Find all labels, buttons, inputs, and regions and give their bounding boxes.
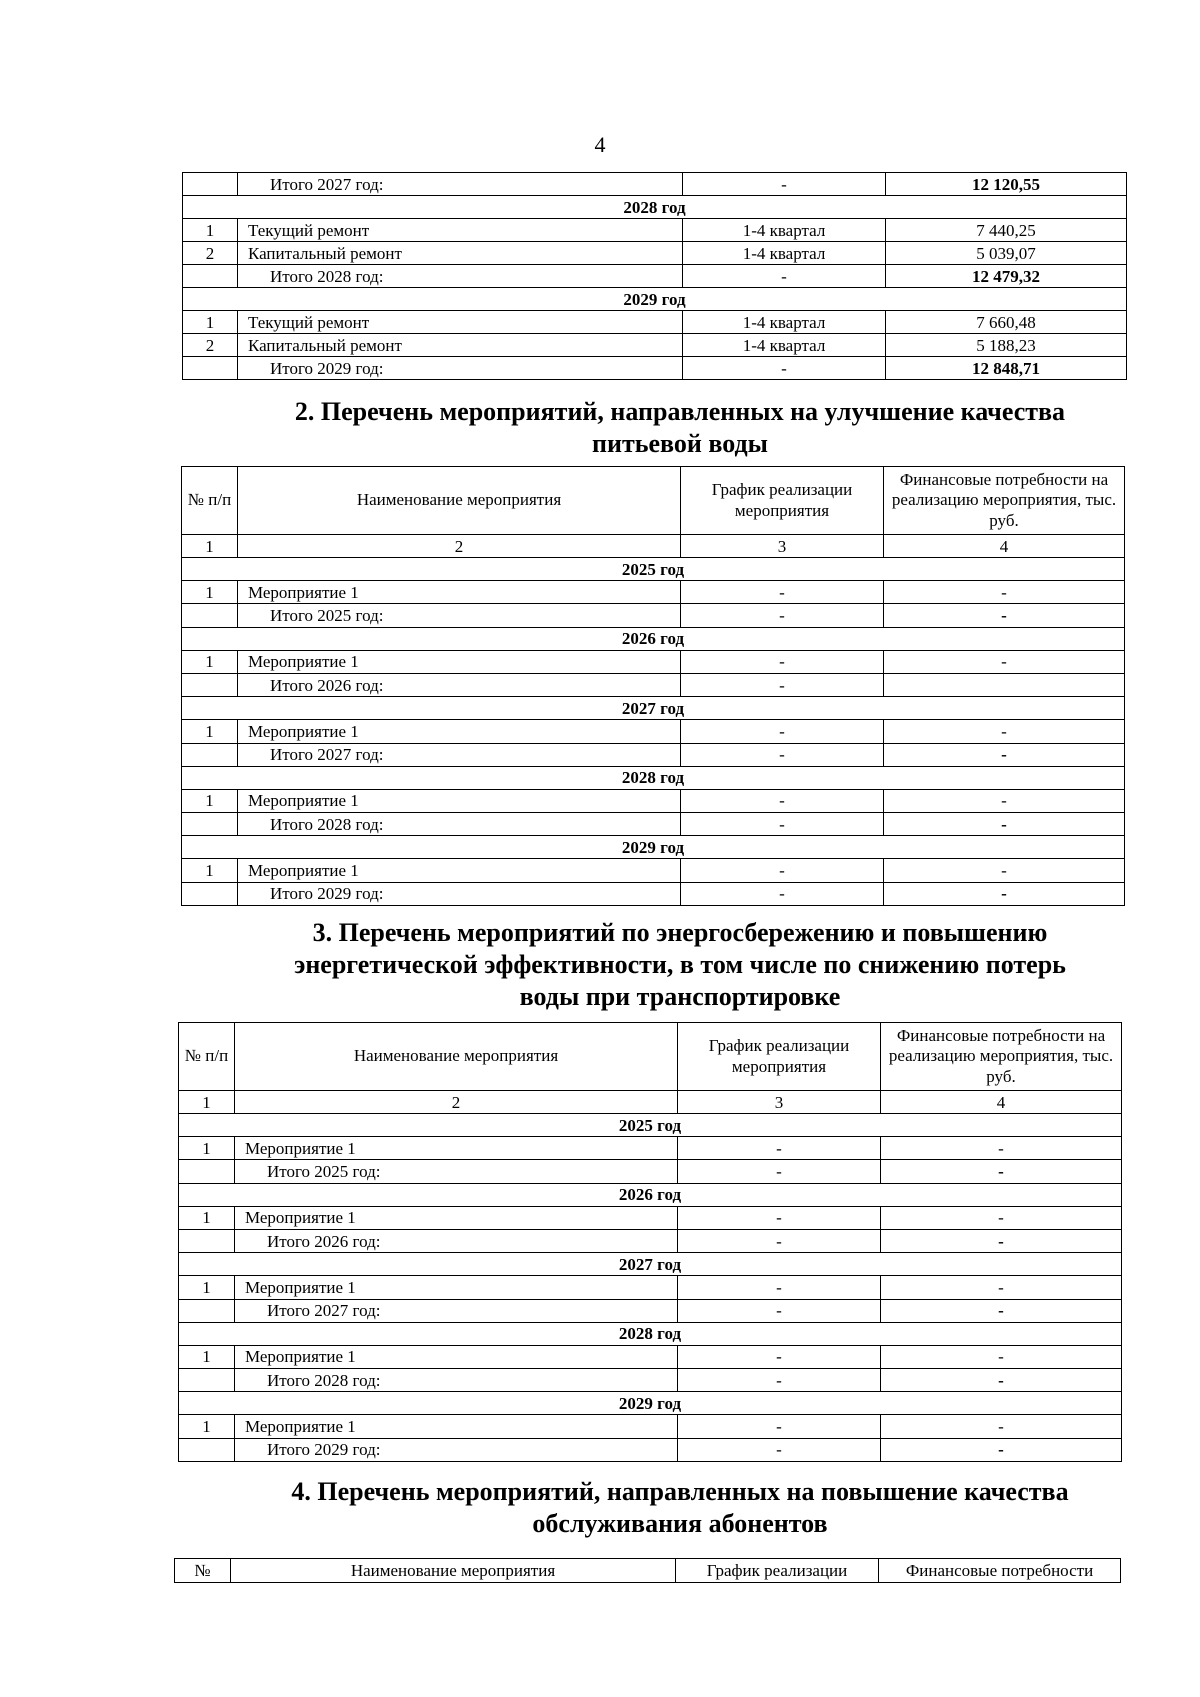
empty-cell bbox=[179, 1229, 235, 1252]
section2-title bbox=[240, 396, 1120, 460]
header-num: № п/п bbox=[182, 467, 238, 535]
empty-cell bbox=[179, 1369, 235, 1392]
year-label: 2028 год bbox=[183, 196, 1127, 219]
header-schedule: График реализации bbox=[676, 1559, 879, 1583]
total-amount: - bbox=[884, 743, 1125, 766]
row-number: 2 bbox=[183, 242, 238, 265]
total-row bbox=[182, 673, 1125, 696]
table-row bbox=[182, 650, 1125, 673]
section4-title bbox=[240, 1476, 1120, 1540]
schedule-cell: - bbox=[678, 1276, 881, 1299]
column-index: 4 bbox=[881, 1091, 1122, 1114]
measure-name: Мероприятие 1 bbox=[238, 650, 681, 673]
amount-cell: 7 440,25 bbox=[886, 219, 1127, 242]
year-label: 2029 год bbox=[179, 1392, 1122, 1415]
measure-name: Мероприятие 1 bbox=[235, 1415, 678, 1438]
table-row bbox=[183, 334, 1127, 357]
schedule-cell: - bbox=[681, 650, 884, 673]
column-index: 4 bbox=[884, 535, 1125, 558]
schedule-cell: - bbox=[681, 720, 884, 743]
schedule-cell: - bbox=[678, 1369, 881, 1392]
total-label: Итого 2027 год: bbox=[238, 743, 681, 766]
measure-name: Мероприятие 1 bbox=[238, 789, 681, 812]
total-row bbox=[183, 173, 1127, 196]
column-index: 1 bbox=[179, 1091, 235, 1114]
year-row bbox=[182, 627, 1125, 650]
table-row bbox=[179, 1137, 1122, 1160]
header-finance: Финансовые потребности bbox=[879, 1559, 1121, 1583]
row-number: 2 bbox=[183, 334, 238, 357]
column-index: 1 bbox=[182, 535, 238, 558]
measure-name: Текущий ремонт bbox=[238, 219, 683, 242]
header-num: № bbox=[175, 1559, 231, 1583]
schedule-cell: - bbox=[678, 1206, 881, 1229]
measure-name: Мероприятие 1 bbox=[238, 859, 681, 882]
section3-title-line3: воды при транспортировке bbox=[519, 982, 841, 1011]
total-row bbox=[183, 357, 1127, 380]
total-row bbox=[179, 1160, 1122, 1183]
header-name: Наименование мероприятия bbox=[231, 1559, 676, 1583]
total-amount: 12 479,32 bbox=[886, 265, 1127, 288]
total-amount: 12 848,71 bbox=[886, 357, 1127, 380]
total-label: Итого 2025 год: bbox=[238, 604, 681, 627]
total-row bbox=[179, 1438, 1122, 1461]
row-number: 1 bbox=[182, 650, 238, 673]
schedule-cell: - bbox=[681, 789, 884, 812]
total-label: Итого 2027 год: bbox=[238, 173, 683, 196]
schedule-cell: - bbox=[678, 1438, 881, 1461]
empty-cell bbox=[183, 357, 238, 380]
column-index: 3 bbox=[678, 1091, 881, 1114]
measure-name: Мероприятие 1 bbox=[235, 1276, 678, 1299]
schedule-cell: - bbox=[678, 1160, 881, 1183]
header-name: Наименование мероприятия bbox=[238, 467, 681, 535]
total-amount: - bbox=[881, 1438, 1122, 1461]
total-label: Итого 2029 год: bbox=[238, 882, 681, 905]
total-amount: - bbox=[884, 604, 1125, 627]
measure-name: Текущий ремонт bbox=[238, 311, 683, 334]
year-label: 2029 год bbox=[183, 288, 1127, 311]
table-row bbox=[182, 581, 1125, 604]
table-row bbox=[179, 1206, 1122, 1229]
measure-name: Мероприятие 1 bbox=[235, 1137, 678, 1160]
schedule-cell: - bbox=[681, 882, 884, 905]
header-schedule: График реализации мероприятия bbox=[678, 1023, 881, 1091]
total-label: Итого 2028 год: bbox=[238, 813, 681, 836]
amount-cell: - bbox=[884, 859, 1125, 882]
year-row bbox=[179, 1322, 1122, 1345]
amount-cell: - bbox=[881, 1415, 1122, 1438]
total-row bbox=[182, 743, 1125, 766]
schedule-cell: 1-4 квартал bbox=[683, 242, 886, 265]
amount-cell: - bbox=[881, 1345, 1122, 1368]
header-finance: Финансовые потребности на реализацию мероприятия, тыс. руб. bbox=[884, 467, 1125, 535]
schedule-cell: - bbox=[683, 173, 886, 196]
header-schedule: График реализации мероприятия bbox=[681, 467, 884, 535]
total-label: Итого 2025 год: bbox=[235, 1160, 678, 1183]
schedule-cell: - bbox=[683, 265, 886, 288]
table-header-row bbox=[175, 1559, 1121, 1583]
total-label: Итого 2027 год: bbox=[235, 1299, 678, 1322]
empty-cell bbox=[179, 1160, 235, 1183]
column-index: 2 bbox=[238, 535, 681, 558]
empty-cell bbox=[183, 173, 238, 196]
row-number: 1 bbox=[179, 1276, 235, 1299]
header-finance: Финансовые потребности на реализацию мероприятия, тыс. руб. bbox=[881, 1023, 1122, 1091]
amount-cell: - bbox=[884, 720, 1125, 743]
total-amount: - bbox=[881, 1229, 1122, 1252]
year-label: 2028 год bbox=[179, 1322, 1122, 1345]
column-index-row bbox=[182, 535, 1125, 558]
section4-title-line2: обслуживания абонентов bbox=[532, 1509, 828, 1538]
total-amount: - bbox=[881, 1160, 1122, 1183]
year-row bbox=[182, 697, 1125, 720]
empty-cell bbox=[179, 1438, 235, 1461]
row-number: 1 bbox=[179, 1415, 235, 1438]
measure-name: Мероприятие 1 bbox=[238, 720, 681, 743]
schedule-cell: - bbox=[683, 357, 886, 380]
row-number: 1 bbox=[182, 859, 238, 882]
amount-cell: - bbox=[884, 789, 1125, 812]
year-label: 2027 год bbox=[179, 1253, 1122, 1276]
year-row bbox=[182, 836, 1125, 859]
table-row bbox=[179, 1276, 1122, 1299]
schedule-cell: 1-4 квартал bbox=[683, 334, 886, 357]
schedule-cell: - bbox=[678, 1415, 881, 1438]
section3-title-line2: энергетической эффективности, в том числе по снижению потерь bbox=[294, 950, 1066, 979]
table-row bbox=[183, 242, 1127, 265]
empty-cell bbox=[179, 1299, 235, 1322]
year-row bbox=[183, 196, 1127, 219]
year-label: 2026 год bbox=[182, 627, 1125, 650]
total-row bbox=[182, 882, 1125, 905]
row-number: 1 bbox=[179, 1137, 235, 1160]
total-amount: 12 120,55 bbox=[886, 173, 1127, 196]
empty-cell bbox=[182, 743, 238, 766]
section3-title bbox=[240, 917, 1120, 1013]
column-index: 3 bbox=[681, 535, 884, 558]
section4-table bbox=[174, 1558, 1121, 1583]
total-label: Итого 2029 год: bbox=[235, 1438, 678, 1461]
year-label: 2026 год bbox=[179, 1183, 1122, 1206]
year-row bbox=[179, 1183, 1122, 1206]
year-row bbox=[179, 1114, 1122, 1137]
column-index: 2 bbox=[235, 1091, 678, 1114]
table-row bbox=[183, 311, 1127, 334]
schedule-cell: - bbox=[678, 1229, 881, 1252]
total-label: Итого 2028 год: bbox=[235, 1369, 678, 1392]
section1-table bbox=[182, 172, 1127, 380]
column-index-row bbox=[179, 1091, 1122, 1114]
total-amount bbox=[884, 673, 1125, 696]
year-label: 2029 год bbox=[182, 836, 1125, 859]
table-row bbox=[182, 859, 1125, 882]
table-row bbox=[183, 219, 1127, 242]
year-row bbox=[179, 1392, 1122, 1415]
measure-name: Мероприятие 1 bbox=[235, 1345, 678, 1368]
amount-cell: 5 188,23 bbox=[886, 334, 1127, 357]
total-label: Итого 2029 год: bbox=[238, 357, 683, 380]
total-amount: - bbox=[881, 1299, 1122, 1322]
amount-cell: - bbox=[884, 581, 1125, 604]
amount-cell: - bbox=[884, 650, 1125, 673]
empty-cell bbox=[182, 604, 238, 627]
schedule-cell: - bbox=[678, 1137, 881, 1160]
total-row bbox=[179, 1229, 1122, 1252]
row-number: 1 bbox=[179, 1345, 235, 1368]
row-number: 1 bbox=[182, 789, 238, 812]
total-amount: - bbox=[884, 882, 1125, 905]
table-header-row bbox=[182, 467, 1125, 535]
year-row bbox=[182, 766, 1125, 789]
section2-table bbox=[181, 466, 1125, 906]
total-row bbox=[182, 604, 1125, 627]
schedule-cell: - bbox=[681, 743, 884, 766]
schedule-cell: - bbox=[681, 581, 884, 604]
year-row bbox=[179, 1253, 1122, 1276]
total-row bbox=[179, 1299, 1122, 1322]
section2-title-line1: 2. Перечень мероприятий, направленных на улучшение качества bbox=[294, 397, 1066, 426]
total-label: Итого 2026 год: bbox=[235, 1229, 678, 1252]
year-row bbox=[182, 558, 1125, 581]
total-row bbox=[182, 813, 1125, 836]
table-row bbox=[179, 1345, 1122, 1368]
amount-cell: 7 660,48 bbox=[886, 311, 1127, 334]
section2-title-line2: питьевой воды bbox=[592, 429, 768, 458]
year-label: 2027 год bbox=[182, 697, 1125, 720]
total-amount: - bbox=[884, 813, 1125, 836]
row-number: 1 bbox=[179, 1206, 235, 1229]
amount-cell: - bbox=[881, 1137, 1122, 1160]
schedule-cell: - bbox=[681, 673, 884, 696]
empty-cell bbox=[182, 673, 238, 696]
amount-cell: 5 039,07 bbox=[886, 242, 1127, 265]
year-row bbox=[183, 288, 1127, 311]
page-number: 4 bbox=[594, 132, 606, 157]
measure-name: Капитальный ремонт bbox=[238, 242, 683, 265]
section3-table bbox=[178, 1022, 1122, 1462]
table-row bbox=[182, 720, 1125, 743]
section3-title-line1: 3. Перечень мероприятий по энергосбережению и повышению bbox=[312, 918, 1048, 947]
measure-name: Капитальный ремонт bbox=[238, 334, 683, 357]
schedule-cell: 1-4 квартал bbox=[683, 311, 886, 334]
schedule-cell: - bbox=[681, 859, 884, 882]
year-label: 2025 год bbox=[179, 1114, 1122, 1137]
row-number: 1 bbox=[182, 720, 238, 743]
total-amount: - bbox=[881, 1369, 1122, 1392]
row-number: 1 bbox=[183, 219, 238, 242]
table-header-row bbox=[179, 1023, 1122, 1091]
total-row bbox=[179, 1369, 1122, 1392]
schedule-cell: - bbox=[681, 604, 884, 627]
row-number: 1 bbox=[182, 581, 238, 604]
measure-name: Мероприятие 1 bbox=[235, 1206, 678, 1229]
measure-name: Мероприятие 1 bbox=[238, 581, 681, 604]
schedule-cell: - bbox=[681, 813, 884, 836]
total-label: Итого 2026 год: bbox=[238, 673, 681, 696]
empty-cell bbox=[183, 265, 238, 288]
amount-cell: - bbox=[881, 1206, 1122, 1229]
total-label: Итого 2028 год: bbox=[238, 265, 683, 288]
table-row bbox=[179, 1415, 1122, 1438]
row-number: 1 bbox=[183, 311, 238, 334]
empty-cell bbox=[182, 882, 238, 905]
header-num: № п/п bbox=[179, 1023, 235, 1091]
empty-cell bbox=[182, 813, 238, 836]
schedule-cell: - bbox=[678, 1345, 881, 1368]
year-label: 2025 год bbox=[182, 558, 1125, 581]
total-row bbox=[183, 265, 1127, 288]
schedule-cell: 1-4 квартал bbox=[683, 219, 886, 242]
table-row bbox=[182, 789, 1125, 812]
header-name: Наименование мероприятия bbox=[235, 1023, 678, 1091]
section4-title-line1: 4. Перечень мероприятий, направленных на повышение качества bbox=[291, 1477, 1069, 1506]
amount-cell: - bbox=[881, 1276, 1122, 1299]
schedule-cell: - bbox=[678, 1299, 881, 1322]
year-label: 2028 год bbox=[182, 766, 1125, 789]
